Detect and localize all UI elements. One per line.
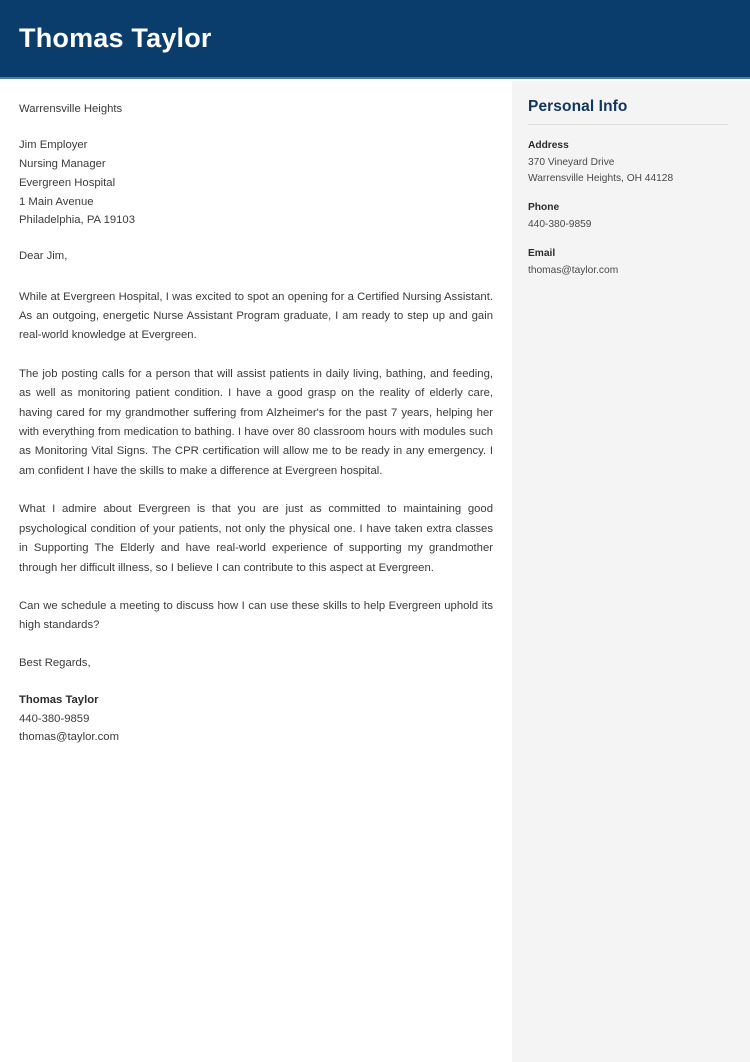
document-body [0,81,750,1062]
recipient-line: Nursing Manager [19,158,106,171]
signature-block [19,691,493,746]
personal-info-sidebar [512,81,750,1062]
sidebar-divider [528,124,728,125]
letter-paragraph: While at Evergreen Hospital, I was excited to spot an opening for a Certified Nursing Assistant. As an outgoing, energetic Nurse Assistant Program graduate, I am ready to step up and gain real-world knowledge at Evergreen. [19,290,493,342]
recipient-line: Jim Employer [19,139,88,152]
recipient-line: Philadelphia, PA 19103 [19,214,135,227]
closing-salutation: Best Regards, [19,656,91,669]
letter-column [0,81,512,1062]
letter-paragraph: What I admire about Evergreen is that you are just as committed to maintaining good psychological condition of your patients, not only the physical one. I have taken extra classes in Supporting The Elderly and have real-world experience of supporting my grandmother through her difficult illness, so I believe I can contribute to this aspect at Evergreen. [19,503,493,574]
page-title: Thomas Taylor [19,23,212,53]
recipient-address-block [19,136,493,230]
sidebar-label: Phone [528,201,560,213]
sidebar-block-email [528,246,728,279]
sidebar-title: Personal Info [528,98,628,115]
letter-paragraph: Can we schedule a meeting to discuss how I can use these skills to help Evergreen uphold its high standards? [19,599,493,632]
sidebar-block-phone [528,200,728,233]
sidebar-value: Warrensville Heights, OH 44128 [528,172,674,184]
sidebar-value: thomas@taylor.com [528,264,619,276]
signature-email: thomas@taylor.com [19,730,119,743]
sidebar-label: Address [528,139,569,151]
recipient-line: 1 Main Avenue [19,195,94,208]
sidebar-value: 440-380-9859 [528,218,592,230]
sidebar-value: 370 Vineyard Drive [528,156,615,168]
sidebar-label: Email [528,247,556,259]
signature-phone: 440-380-9859 [19,712,90,725]
recipient-line: Evergreen Hospital [19,176,116,189]
sender-city: Warrensville Heights [19,103,123,115]
salutation: Dear Jim, [19,250,68,263]
signature-name: Thomas Taylor [19,694,99,707]
document-header [0,0,750,79]
sidebar-block-address [528,138,728,187]
letter-paragraph: The job posting calls for a person that will assist patients in daily living, bathing, and feeding, as well as monitoring patient condition. I have a good grasp on the reality of elderly care, having cared for my grandmother suffering from Alzheimer's for the past 7 years, helping her with everything from medication to bathing. I have over 80 classroom hours with modules such as Monitoring Vital Signs. The CPR certification will allow me to be ready in any emergency. I am confident I have the skills to make a difference at Evergreen hospital. [19,367,493,477]
